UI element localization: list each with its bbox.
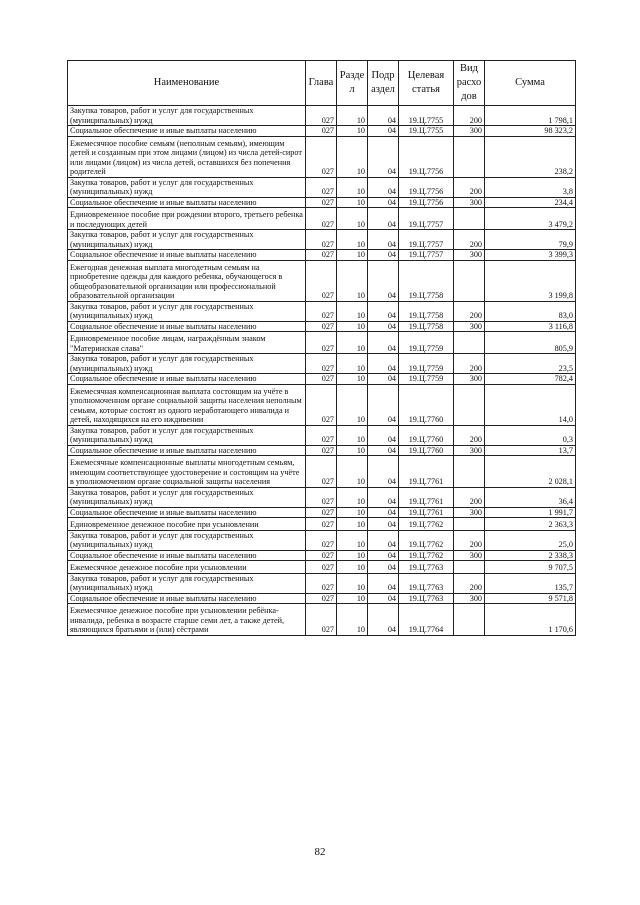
row-section: 10 [337,604,368,636]
row-name: Ежемесячное денежное пособие при усыновлении ребёнка-инвалида, ребенка в возрасте старше семи лет, а также детей, являющихся братьями и (или) сёстрами [68,604,306,636]
row-subsection: 04 [368,507,399,518]
row-expense-type: 300 [454,197,485,208]
row-name: Закупка товаров, работ и услуг для государственных (муниципальных) нужд [68,487,306,507]
row-subsection: 04 [368,573,399,593]
row-name: Ежегодная денежная выплата многодетным семьям на приобретение одежды для каждого ребенка, обучающегося в общеобразовательной организации или профессиональной образовательной организации [68,260,306,301]
row-chapter: 027 [306,425,337,445]
row-sum: 0,3 [485,425,576,445]
row-target: 19.Ц.7759 [399,374,454,385]
row-subsection: 04 [368,374,399,385]
table-row [68,260,576,301]
table-row [68,445,576,456]
row-section: 10 [337,374,368,385]
row-section: 10 [337,260,368,301]
row-chapter: 027 [306,354,337,374]
row-sum: 13,7 [485,445,576,456]
row-name: Единовременное пособие лицам, награждённым знаком "Материнская слава" [68,332,306,354]
row-chapter: 027 [306,301,337,321]
row-subsection: 04 [368,106,399,126]
row-name: Закупка товаров, работ и услуг для государственных (муниципальных) нужд [68,230,306,250]
row-section: 10 [337,445,368,456]
row-expense-type: 300 [454,507,485,518]
row-subsection: 04 [368,561,399,574]
row-sum: 3 116,8 [485,321,576,332]
row-expense-type: 200 [454,425,485,445]
row-target: 19.Ц.7759 [399,354,454,374]
row-expense-type [454,208,485,230]
row-expense-type [454,561,485,574]
row-name: Социальное обеспечение и иные выплаты населению [68,250,306,261]
row-expense-type [454,604,485,636]
row-chapter: 027 [306,230,337,250]
row-section: 10 [337,126,368,137]
row-target: 19.Ц.7756 [399,197,454,208]
row-section: 10 [337,250,368,261]
row-subsection: 04 [368,384,399,425]
row-section: 10 [337,230,368,250]
row-section: 10 [337,208,368,230]
row-expense-type: 200 [454,487,485,507]
row-target: 19.Ц.7757 [399,208,454,230]
table-row [68,530,576,550]
row-subsection: 04 [368,550,399,561]
row-sum: 238,2 [485,136,576,177]
row-expense-type: 300 [454,593,485,604]
table-row [68,177,576,197]
table-row [68,197,576,208]
row-chapter: 027 [306,507,337,518]
row-name: Закупка товаров, работ и услуг для государственных (муниципальных) нужд [68,301,306,321]
row-section: 10 [337,354,368,374]
row-target: 19.Ц.7757 [399,250,454,261]
row-name: Ежемесячная компенсационная выплата состоящим на учёте в уполномоченном органе социальной защиты населения неполным семьям, которые состоят из одного неработающего инвалида и детей, находящихся на его иждивении [68,384,306,425]
row-target: 19.Ц.7761 [399,487,454,507]
row-chapter: 027 [306,550,337,561]
header-chapter: Глава [306,61,337,106]
header-sum: Сумма [485,61,576,106]
row-subsection: 04 [368,425,399,445]
row-sum: 2 363,3 [485,518,576,531]
row-chapter: 027 [306,250,337,261]
row-name: Ежемесячное пособие семьям (неполным семьям), имеющим детей и созданным при этом лицами (лицом) из числа детей-сирот или лицами (лицом) из числа детей, оставшихся без попечения родителей [68,136,306,177]
row-subsection: 04 [368,518,399,531]
budget-table [67,60,576,636]
header-name: Наименование [68,61,306,106]
table-row [68,518,576,531]
row-section: 10 [337,106,368,126]
header-subsection: Подр аздел [368,61,399,106]
table-row [68,230,576,250]
row-name: Социальное обеспечение и иные выплаты населению [68,197,306,208]
row-subsection: 04 [368,456,399,488]
row-name: Закупка товаров, работ и услуг для государственных (муниципальных) нужд [68,106,306,126]
row-target: 19.Ц.7757 [399,230,454,250]
row-sum: 14,0 [485,384,576,425]
row-target: 19.Ц.7761 [399,507,454,518]
row-sum: 3 399,3 [485,250,576,261]
row-sum: 23,5 [485,354,576,374]
table-body [68,106,576,636]
row-sum: 83,0 [485,301,576,321]
table-row [68,321,576,332]
row-expense-type [454,518,485,531]
row-chapter: 027 [306,518,337,531]
row-sum: 9 571,8 [485,593,576,604]
row-chapter: 027 [306,177,337,197]
row-target: 19.Ц.7760 [399,384,454,425]
header-target: Целевая статья [399,61,454,106]
row-subsection: 04 [368,593,399,604]
row-name: Ежемесячные компенсационные выплаты многодетным семьям, имеющим соответствующее удостоверение и состоящим на учёте в уполномоченном органе социальной защиты населения [68,456,306,488]
row-name: Закупка товаров, работ и услуг для государственных (муниципальных) нужд [68,573,306,593]
row-section: 10 [337,332,368,354]
table-row [68,384,576,425]
row-target: 19.Ц.7763 [399,573,454,593]
row-sum: 3 199,8 [485,260,576,301]
row-chapter: 027 [306,208,337,230]
table-row [68,573,576,593]
row-name: Закупка товаров, работ и услуг для государственных (муниципальных) нужд [68,425,306,445]
row-expense-type: 200 [454,230,485,250]
row-sum: 36,4 [485,487,576,507]
row-target: 19.Ц.7756 [399,177,454,197]
row-chapter: 027 [306,487,337,507]
row-chapter: 027 [306,604,337,636]
table-row [68,106,576,126]
table-row [68,332,576,354]
row-name: Социальное обеспечение и иные выплаты населению [68,321,306,332]
row-expense-type [454,260,485,301]
row-section: 10 [337,136,368,177]
row-subsection: 04 [368,136,399,177]
row-expense-type: 300 [454,374,485,385]
table-row [68,354,576,374]
row-expense-type: 300 [454,445,485,456]
row-chapter: 027 [306,374,337,385]
row-expense-type: 300 [454,321,485,332]
row-expense-type: 200 [454,573,485,593]
row-target: 19.Ц.7761 [399,456,454,488]
row-chapter: 027 [306,561,337,574]
table-row [68,301,576,321]
row-target: 19.Ц.7759 [399,332,454,354]
row-sum: 3,8 [485,177,576,197]
row-section: 10 [337,593,368,604]
row-subsection: 04 [368,321,399,332]
row-section: 10 [337,197,368,208]
table-row [68,136,576,177]
row-name: Единовременное пособие при рождении второго, третьего ребенка и последующих детей [68,208,306,230]
row-target: 19.Ц.7763 [399,593,454,604]
row-name: Социальное обеспечение и иные выплаты населению [68,126,306,137]
row-chapter: 027 [306,321,337,332]
table-row [68,425,576,445]
row-expense-type: 200 [454,106,485,126]
table-row [68,561,576,574]
row-chapter: 027 [306,197,337,208]
row-sum: 1 991,7 [485,507,576,518]
table-row [68,550,576,561]
row-subsection: 04 [368,301,399,321]
row-section: 10 [337,530,368,550]
page-number: 82 [314,846,326,858]
row-expense-type [454,384,485,425]
row-section: 10 [337,177,368,197]
row-target: 19.Ц.7760 [399,445,454,456]
row-subsection: 04 [368,230,399,250]
row-sum: 79,9 [485,230,576,250]
row-subsection: 04 [368,445,399,456]
row-sum: 98 323,2 [485,126,576,137]
row-expense-type [454,456,485,488]
row-chapter: 027 [306,530,337,550]
row-chapter: 027 [306,260,337,301]
row-subsection: 04 [368,530,399,550]
row-name: Закупка товаров, работ и услуг для государственных (муниципальных) нужд [68,177,306,197]
row-target: 19.Ц.7758 [399,301,454,321]
row-chapter: 027 [306,384,337,425]
row-name: Социальное обеспечение и иные выплаты населению [68,550,306,561]
row-subsection: 04 [368,177,399,197]
row-target: 19.Ц.7756 [399,136,454,177]
row-expense-type [454,136,485,177]
row-sum: 805,9 [485,332,576,354]
row-chapter: 027 [306,332,337,354]
row-section: 10 [337,573,368,593]
row-chapter: 027 [306,106,337,126]
table-row [68,208,576,230]
row-sum: 234,4 [485,197,576,208]
row-target: 19.Ц.7758 [399,321,454,332]
row-subsection: 04 [368,126,399,137]
row-section: 10 [337,561,368,574]
row-sum: 9 707,5 [485,561,576,574]
header-expense-type: Вид расхо дов [454,61,485,106]
table-row [68,456,576,488]
row-section: 10 [337,456,368,488]
row-target: 19.Ц.7763 [399,561,454,574]
row-expense-type: 200 [454,354,485,374]
row-target: 19.Ц.7762 [399,530,454,550]
row-sum: 2 028,1 [485,456,576,488]
row-chapter: 027 [306,445,337,456]
row-section: 10 [337,550,368,561]
row-chapter: 027 [306,593,337,604]
row-subsection: 04 [368,604,399,636]
row-target: 19.Ц.7760 [399,425,454,445]
row-name: Ежемесячное денежное пособие при усыновлении [68,561,306,574]
row-chapter: 027 [306,136,337,177]
row-subsection: 04 [368,197,399,208]
row-expense-type: 300 [454,250,485,261]
row-expense-type: 200 [454,177,485,197]
row-sum: 135,7 [485,573,576,593]
row-subsection: 04 [368,487,399,507]
table-row [68,126,576,137]
header-section: Разде л [337,61,368,106]
table-row [68,374,576,385]
row-name: Закупка товаров, работ и услуг для государственных (муниципальных) нужд [68,530,306,550]
row-section: 10 [337,518,368,531]
row-name: Социальное обеспечение и иные выплаты населению [68,507,306,518]
row-target: 19.Ц.7762 [399,550,454,561]
table-row [68,250,576,261]
row-section: 10 [337,301,368,321]
table-row [68,507,576,518]
row-subsection: 04 [368,260,399,301]
row-chapter: 027 [306,126,337,137]
row-section: 10 [337,487,368,507]
row-section: 10 [337,384,368,425]
row-target: 19.Ц.7762 [399,518,454,531]
row-target: 19.Ц.7755 [399,106,454,126]
row-expense-type: 300 [454,550,485,561]
row-name: Социальное обеспечение и иные выплаты населению [68,593,306,604]
row-section: 10 [337,425,368,445]
row-name: Социальное обеспечение и иные выплаты населению [68,445,306,456]
row-target: 19.Ц.7755 [399,126,454,137]
row-section: 10 [337,507,368,518]
row-name: Закупка товаров, работ и услуг для государственных (муниципальных) нужд [68,354,306,374]
row-expense-type: 200 [454,530,485,550]
table-header-row [68,61,576,106]
table-row [68,593,576,604]
row-sum: 1 170,6 [485,604,576,636]
row-section: 10 [337,321,368,332]
row-name: Единовременное денежное пособие при усыновлении [68,518,306,531]
row-sum: 25,0 [485,530,576,550]
row-expense-type: 200 [454,301,485,321]
row-chapter: 027 [306,456,337,488]
row-name: Социальное обеспечение и иные выплаты населению [68,374,306,385]
row-sum: 3 479,2 [485,208,576,230]
row-sum: 1 798,1 [485,106,576,126]
row-expense-type [454,332,485,354]
row-chapter: 027 [306,573,337,593]
row-subsection: 04 [368,208,399,230]
row-subsection: 04 [368,250,399,261]
row-sum: 2 338,3 [485,550,576,561]
table-row [68,604,576,636]
row-subsection: 04 [368,332,399,354]
row-target: 19.Ц.7758 [399,260,454,301]
row-sum: 782,4 [485,374,576,385]
table-row [68,487,576,507]
row-target: 19.Ц.7764 [399,604,454,636]
row-subsection: 04 [368,354,399,374]
row-expense-type: 300 [454,126,485,137]
